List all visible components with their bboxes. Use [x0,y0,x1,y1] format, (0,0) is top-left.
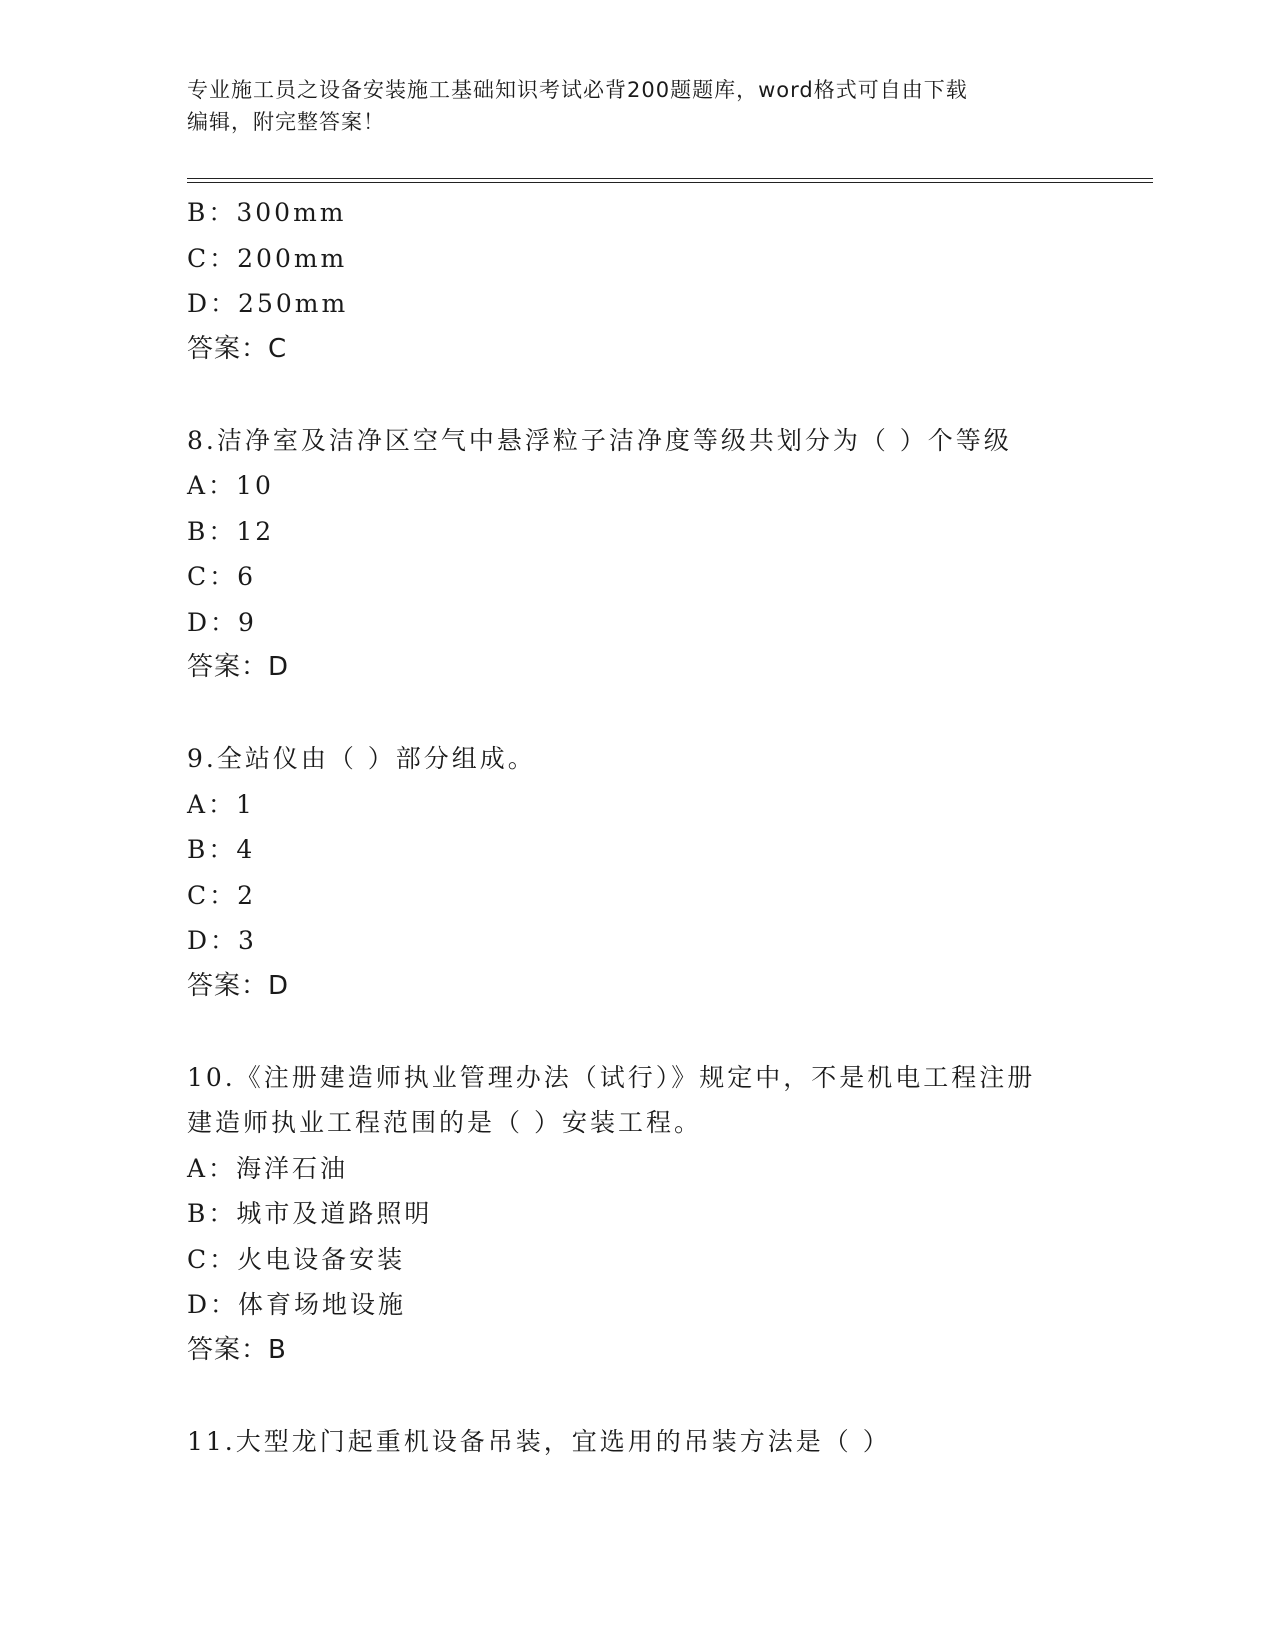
header-divider-bottom [187,182,1153,183]
prev-question [187,190,1087,372]
answer-label: 答案：C [187,333,288,364]
question-text: 8.洁净室及洁净区空气中悬浮粒子洁净度等级共划分为（ ）个等级 [187,425,1012,455]
option-c: C：6 [187,562,257,591]
option-a: A：海洋石油 [187,1153,349,1183]
answer-label: 答案：D [187,652,290,682]
option-c: C：2 [187,880,257,910]
spacer [187,372,1087,418]
question-text-line-1: 10.《注册建造师执业管理办法（试行）》规定中，不是机电工程注册 [187,1062,1036,1092]
option-c: C：火电设备安装 [187,1244,406,1274]
header-line-2: 编辑，附完整答案！ [187,110,385,134]
option-d: D：体育场地设施 [187,1290,407,1319]
option-a: A：10 [187,471,274,500]
question-9 [187,736,1087,1009]
spacer [187,1373,1087,1419]
option-d: D：9 [187,607,257,637]
option-d: D：250mm [187,289,349,318]
option-b: B：4 [187,835,256,864]
question-10 [187,1055,1087,1374]
spacer [187,1009,1087,1055]
option-b: B：城市及道路照明 [187,1199,433,1228]
document-header [187,74,1067,138]
header-divider-top [187,178,1153,179]
question-8 [187,418,1087,691]
answer-label: 答案：D [187,970,290,1001]
option-b: B：12 [187,516,275,546]
question-content [187,190,1087,1464]
option-b: B：300mm [187,198,347,227]
header-line-1: 专业施工员之设备安装施工基础知识考试必背200题题库，word格式可自由下载 [187,78,968,102]
question-text: 11.大型龙门起重机设备吊装，宜选用的吊装方法是（ ） [187,1426,891,1456]
question-11 [187,1419,1087,1465]
question-text-line-2: 建造师执业工程范围的是（ ）安装工程。 [187,1108,702,1137]
spacer [187,691,1087,737]
option-a: A：1 [187,789,255,819]
question-text: 9.全站仪由（ ）部分组成。 [187,744,536,773]
answer-label: 答案：B [187,1334,287,1365]
option-d: D：3 [187,926,257,955]
option-c: C：200mm [187,243,348,273]
